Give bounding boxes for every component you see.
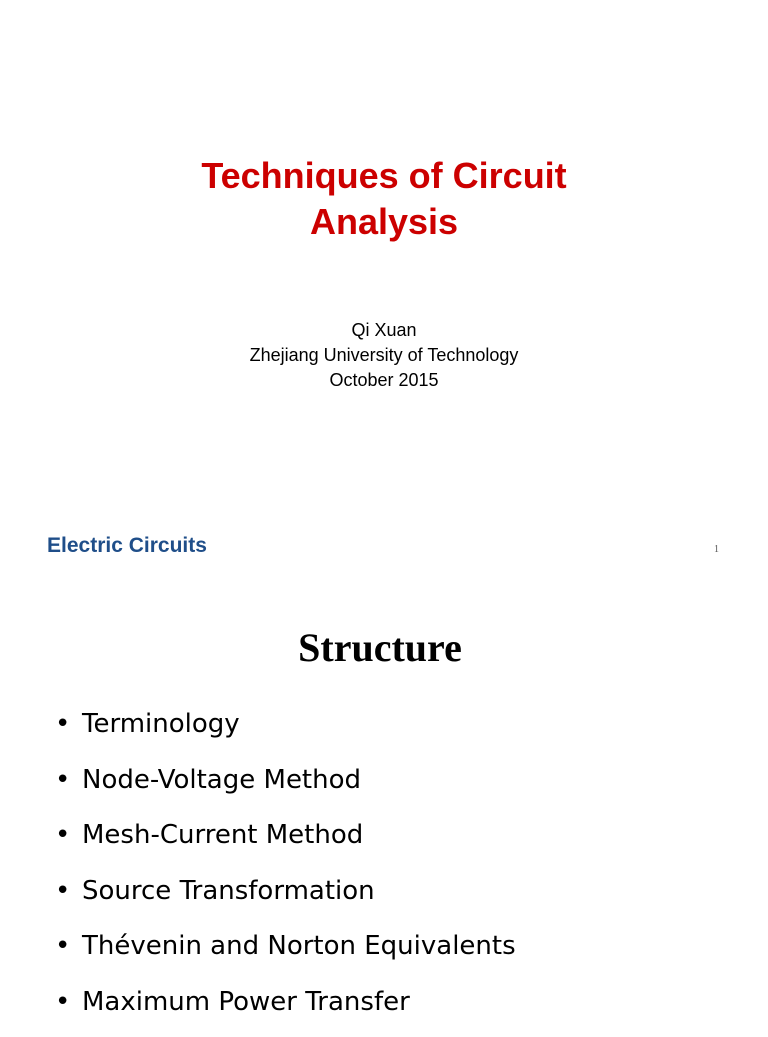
slide-footer: Electric Circuits <box>47 534 207 558</box>
bullet-item <box>55 982 516 1037</box>
title-line-1: Techniques of Circuit <box>0 153 768 199</box>
bullet-icon: • <box>55 982 82 1022</box>
bullet-text: Node-Voltage Method <box>82 760 361 800</box>
structure-bullet-list <box>55 704 516 1037</box>
bullet-item <box>55 871 516 927</box>
bullet-item <box>55 760 516 816</box>
bullet-icon: • <box>55 926 82 966</box>
bullet-icon: • <box>55 760 82 800</box>
bullet-icon: • <box>55 704 82 744</box>
bullet-icon: • <box>55 871 82 911</box>
author-institution: Zhejiang University of Technology <box>0 343 768 368</box>
author-name: Qi Xuan <box>0 318 768 343</box>
presentation-date: October 2015 <box>0 368 768 393</box>
title-line-2: Analysis <box>0 199 768 245</box>
bullet-text: Mesh-Current Method <box>82 815 363 855</box>
bullet-text: Terminology <box>82 704 240 744</box>
structure-heading: Structure <box>0 624 760 671</box>
bullet-text: Thévenin and Norton Equivalents <box>82 926 516 966</box>
slide-title-heading <box>0 153 768 245</box>
author-block <box>0 318 768 393</box>
bullet-text: Maximum Power Transfer <box>82 982 410 1022</box>
bullet-item <box>55 815 516 871</box>
bullet-item <box>55 926 516 982</box>
bullet-item <box>55 704 516 760</box>
slide-structure <box>0 576 768 1024</box>
bullet-text: Source Transformation <box>82 871 375 911</box>
bullet-icon: • <box>55 815 82 855</box>
page-number: 1 <box>714 544 719 555</box>
